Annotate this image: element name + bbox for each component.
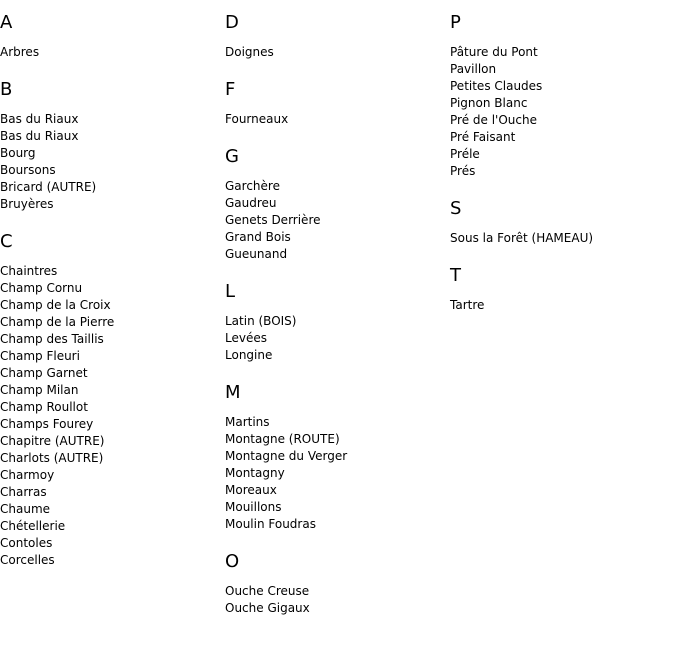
place-link[interactable]: Bourg [0, 146, 36, 160]
letter-heading: D [225, 12, 239, 33]
place-list [225, 111, 440, 128]
place-link[interactable]: Boursons [0, 163, 56, 177]
place-list [0, 263, 215, 569]
place-list [450, 44, 665, 180]
place-link[interactable]: Champ Cornu [0, 281, 83, 295]
place-link[interactable]: Champ de la Pierre [0, 315, 115, 329]
place-link[interactable]: Tartre [450, 298, 485, 312]
place-link[interactable]: Champ Milan [0, 383, 79, 397]
place-list [225, 583, 440, 617]
place-link[interactable]: Contoles [0, 536, 53, 550]
letter-heading: G [225, 146, 239, 167]
place-link[interactable]: Champs Fourey [0, 417, 94, 431]
place-list [0, 111, 215, 213]
place-link[interactable]: Sous la Forêt (HAMEAU) [450, 231, 594, 245]
place-link[interactable]: Chaume [0, 502, 51, 516]
place-link[interactable]: Préle [450, 147, 480, 161]
place-link[interactable]: Levées [225, 331, 267, 345]
letter-heading: F [225, 79, 236, 100]
place-link[interactable]: Montagne du Verger [225, 449, 348, 463]
place-link[interactable]: Chapitre (AUTRE) [0, 434, 105, 448]
place-link[interactable]: Ouche Creuse [225, 584, 310, 598]
place-link[interactable]: Corcelles [0, 553, 55, 567]
place-link[interactable]: Ouche Gigaux [225, 601, 310, 615]
place-link[interactable]: Doignes [225, 45, 274, 59]
place-link[interactable]: Garchère [225, 179, 280, 193]
place-link[interactable]: Montagne (ROUTE) [225, 432, 340, 446]
place-link[interactable]: Fourneaux [225, 112, 289, 126]
place-link[interactable]: Mouillons [225, 500, 282, 514]
place-link[interactable]: Grand Bois [225, 230, 291, 244]
place-link[interactable]: Charlots (AUTRE) [0, 451, 104, 465]
place-link[interactable]: Moreaux [225, 483, 277, 497]
place-link[interactable]: Moulin Foudras [225, 517, 316, 531]
place-link[interactable]: Champ Roullot [0, 400, 88, 414]
letter-group [225, 281, 440, 364]
place-link[interactable]: Pavillon [450, 62, 497, 76]
place-link[interactable]: Petites Claudes [450, 79, 543, 93]
place-link[interactable]: Champ de la Croix [0, 298, 111, 312]
place-link[interactable]: Bricard (AUTRE) [0, 180, 97, 194]
letter-group [0, 12, 215, 61]
place-link[interactable]: Charras [0, 485, 47, 499]
place-link[interactable]: Champ des Taillis [0, 332, 104, 346]
place-link[interactable]: Longine [225, 348, 273, 362]
place-link[interactable]: Montagny [225, 466, 285, 480]
letter-group [0, 231, 215, 569]
place-link[interactable]: Champ Garnet [0, 366, 88, 380]
place-link[interactable]: Gueunand [225, 247, 288, 261]
letter-group [225, 382, 440, 533]
index-column-1 [0, 12, 215, 569]
place-link[interactable]: Pignon Blanc [450, 96, 528, 110]
letter-heading: A [0, 12, 13, 33]
place-link[interactable]: Bruyères [0, 197, 54, 211]
place-link[interactable]: Pâture du Pont [450, 45, 538, 59]
letter-group [225, 79, 440, 128]
letter-group [450, 265, 665, 314]
letter-heading: B [0, 79, 13, 100]
letter-group [225, 12, 440, 61]
place-link[interactable]: Arbres [0, 45, 40, 59]
index-column-3 [450, 12, 665, 314]
place-link[interactable]: Pré de l'Ouche [450, 113, 537, 127]
place-list [0, 44, 215, 61]
place-link[interactable]: Prés [450, 164, 476, 178]
place-link[interactable]: Latin (BOIS) [225, 314, 297, 328]
letter-group [225, 146, 440, 263]
place-list [225, 414, 440, 533]
place-list [225, 313, 440, 364]
letter-heading: M [225, 382, 241, 403]
place-link[interactable]: Chétellerie [0, 519, 66, 533]
place-link[interactable]: Pré Faisant [450, 130, 516, 144]
place-list [450, 297, 665, 314]
place-link[interactable]: Gaudreu [225, 196, 277, 210]
place-list [225, 44, 440, 61]
letter-heading: L [225, 281, 236, 302]
index-column-2 [225, 12, 440, 617]
letter-heading: O [225, 551, 240, 572]
letter-heading: C [0, 231, 13, 252]
place-list [450, 230, 665, 247]
place-link[interactable]: Champ Fleuri [0, 349, 80, 363]
place-link[interactable]: Bas du Riaux [0, 129, 79, 143]
place-link[interactable]: Charmoy [0, 468, 55, 482]
letter-group [450, 12, 665, 180]
letter-heading: S [450, 198, 462, 219]
place-link[interactable]: Chaintres [0, 264, 58, 278]
place-list [225, 178, 440, 263]
letter-heading: P [450, 12, 461, 33]
letter-group [225, 551, 440, 617]
place-link[interactable]: Martins [225, 415, 270, 429]
letter-group [450, 198, 665, 247]
letter-group [0, 79, 215, 213]
place-link[interactable]: Genets Derrière [225, 213, 321, 227]
letter-heading: T [450, 265, 461, 286]
place-link[interactable]: Bas du Riaux [0, 112, 79, 126]
